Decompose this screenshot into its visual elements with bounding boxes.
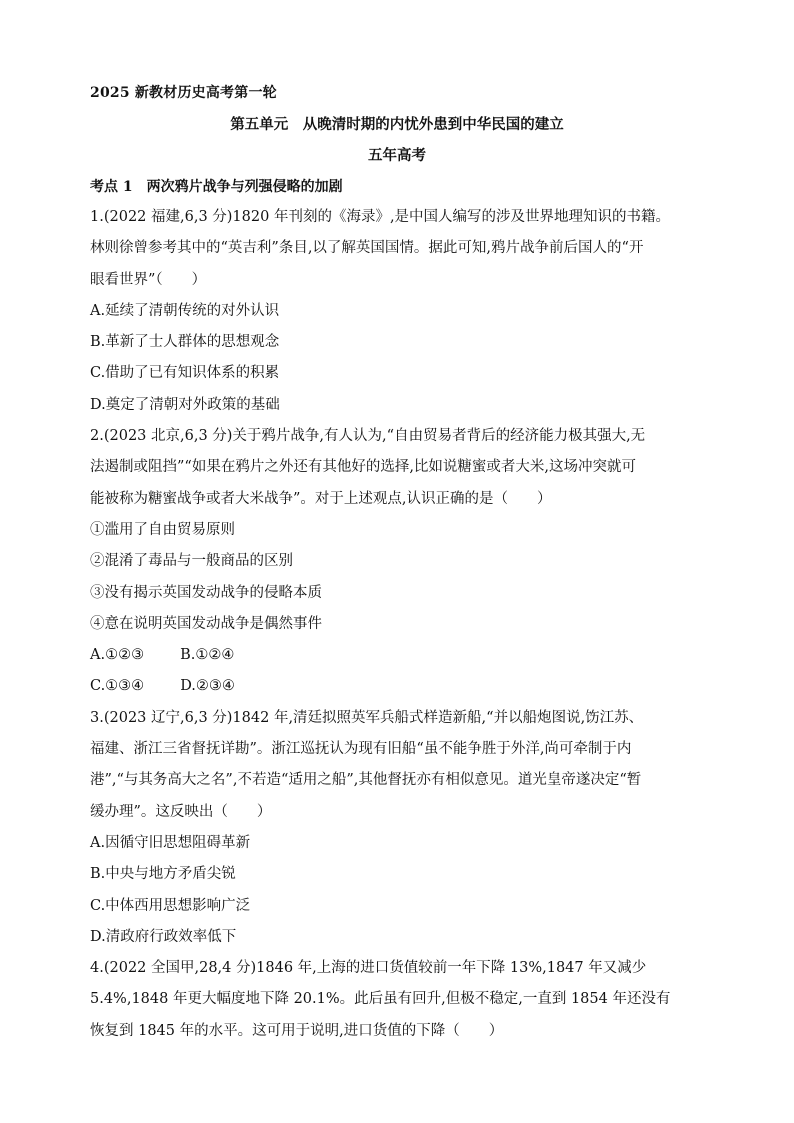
question-2-option-d[interactable]: D.②③④ bbox=[180, 678, 235, 695]
series-title: 2025 新教材历史高考第一轮 bbox=[90, 85, 277, 101]
question-1-option-c[interactable]: C.借助了已有知识体系的积累 bbox=[90, 365, 280, 382]
question-3-stem-line-1: 3.(2023 辽宁,6,3 分)1842 年,清廷拟照英军兵船式样造新船,“并以船炮图说,饬江苏、 bbox=[90, 709, 644, 726]
question-4-stem-line-1: 4.(2022 全国甲,28,4 分)1846 年,上海的进口货值较前一年下降 13%,1847 年又减少 bbox=[90, 960, 647, 977]
topic-heading bbox=[90, 176, 343, 196]
question-3-stem-line-4: 缓办理”。这反映出（ ） bbox=[90, 803, 272, 820]
question-2-stem-line-2: 法遏制或阻挡”“如果在鸦片之外还有其他好的选择,比如说糖蜜或者大米,这场冲突就可 bbox=[90, 459, 637, 476]
question-1-stem-line-2: 林则徐曾参考其中的“英吉利”条目,以了解英国国情。据此可知,鸦片战争前后国人的“开 bbox=[90, 240, 644, 257]
question-1-stem-line-1: 1.(2022 福建,6,3 分)1820 年刊刻的《海录》,是中国人编写的涉及世界地理知识的书籍。 bbox=[90, 209, 671, 225]
question-3-stem-line-3: 港”,“与其务高大之名”,不若造“适用之船”,其他督抚亦有相似意见。道光皇帝遂决定“暂 bbox=[90, 772, 642, 789]
unit-title: 第五单元 从晚清时期的内忧外患到中华民国的建立 bbox=[230, 116, 564, 133]
question-3-option-c[interactable]: C.中体西用思想影响广泛 bbox=[90, 897, 251, 914]
question-3 bbox=[90, 703, 710, 953]
question-1-option-d[interactable]: D.奠定了清朝对外政策的基础 bbox=[90, 396, 280, 413]
question-2-options-row-2 bbox=[90, 671, 710, 702]
question-1-option-a[interactable]: A.延续了清朝传统的对外认识 bbox=[90, 302, 280, 319]
question-1-stem-line-3: 眼看世界”（ ） bbox=[90, 271, 207, 288]
question-3-option-d[interactable]: D.清政府行政效率低下 bbox=[90, 928, 237, 945]
question-3-option-b[interactable]: B.中央与地方矛盾尖锐 bbox=[90, 866, 236, 883]
question-list bbox=[90, 202, 710, 1047]
question-4-stem-line-2: 5.4%,1848 年更大幅度地下降 20.1%。此后虽有回升,但极不稳定,一直到 1854 年还没有 bbox=[90, 991, 671, 1008]
question-3-stem-line-2: 福建、浙江三省督抚详勘”。浙江巡抚认为现有旧船“虽不能争胜于外洋,尚可牵制于内 bbox=[90, 741, 632, 758]
question-4 bbox=[90, 953, 710, 1047]
question-2-item-1: ①滥用了自由贸易原则 bbox=[90, 521, 235, 538]
question-2-option-b[interactable]: B.①②④ bbox=[180, 647, 235, 664]
section-title: 五年高考 bbox=[368, 147, 426, 164]
question-4-stem-line-3: 恢复到 1845 年的水平。这可用于说明,进口货值的下降（ ） bbox=[90, 1022, 504, 1039]
topic-title: 两次鸦片战争与列强侵略的加剧 bbox=[146, 179, 343, 195]
question-2-item-3: ③没有揭示英国发动战争的侵略本质 bbox=[90, 584, 322, 601]
question-2-option-c[interactable]: C.①③④ bbox=[90, 678, 145, 695]
question-2-item-4: ④意在说明英国发动战争是偶然事件 bbox=[90, 615, 322, 632]
question-3-option-a[interactable]: A.因循守旧思想阻碍革新 bbox=[90, 834, 251, 851]
question-2-option-a[interactable]: A.①②③ bbox=[90, 647, 145, 664]
topic-label: 考点 1 bbox=[90, 179, 133, 195]
question-2-stem-line-3: 能被称为糖蜜战争或者大米战争”。对于上述观点,认识正确的是（ ） bbox=[90, 490, 552, 507]
question-2 bbox=[90, 421, 710, 703]
question-1 bbox=[90, 202, 710, 421]
question-2-options-row-1 bbox=[90, 640, 710, 671]
question-2-stem-line-1: 2.(2023 北京,6,3 分)关于鸦片战争,有人认为,“自由贸易者背后的经济能力极其强大,无 bbox=[90, 428, 646, 445]
question-1-option-b[interactable]: B.革新了士人群体的思想观念 bbox=[90, 334, 280, 351]
question-2-item-2: ②混淆了毒品与一般商品的区别 bbox=[90, 553, 293, 570]
